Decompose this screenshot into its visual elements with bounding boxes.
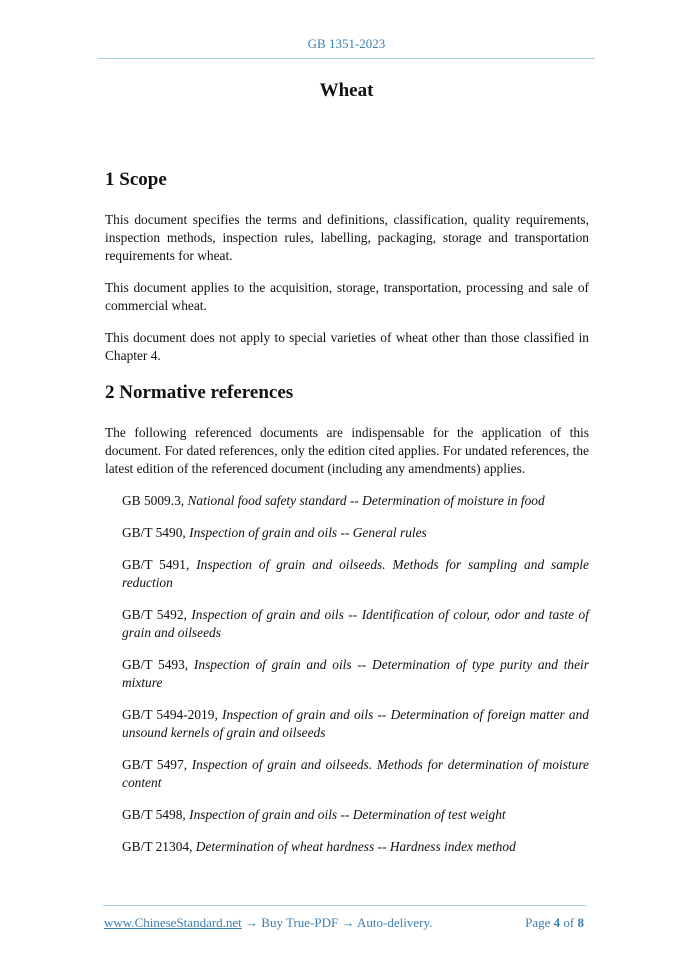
reference-code: GB/T 21304, xyxy=(122,839,193,854)
reference-title: National food safety standard -- Determination of moisture in food xyxy=(187,493,545,508)
footer-promo-text: → Buy True-PDF → Auto-delivery. xyxy=(241,915,433,930)
document-body xyxy=(105,166,589,870)
website-link[interactable]: www.ChineseStandard.net xyxy=(104,915,242,930)
reference-list xyxy=(105,492,589,856)
reference-item xyxy=(122,524,589,542)
reference-item xyxy=(122,756,589,792)
footer-promo xyxy=(104,915,432,931)
reference-title: Inspection of grain and oilseeds. Methods for sampling and sample reduction xyxy=(122,557,589,590)
section-heading-normative-references: 2 Normative references xyxy=(105,382,294,403)
reference-code: GB 5009.3, xyxy=(122,493,185,508)
reference-code: GB/T 5492, xyxy=(122,607,187,622)
page-label: Page xyxy=(525,915,551,930)
header-divider xyxy=(98,58,595,59)
normative-references-intro: The following referenced documents are indispensable for the application of this document. For dated references, only the edition cited applies. For undated references, the latest edition of the referenced document (including any amendments) applies. xyxy=(105,425,589,476)
reference-title: Inspection of grain and oils -- General rules xyxy=(189,525,427,540)
current-page: 4 xyxy=(553,915,561,930)
reference-item xyxy=(122,656,589,692)
page-header-standard-code: GB 1351-2023 xyxy=(307,36,386,51)
reference-item xyxy=(122,706,589,742)
reference-title: Inspection of grain and oils -- Determination of type purity and their mixture xyxy=(122,657,589,690)
reference-title: Inspection of grain and oils -- Determination of test weight xyxy=(189,807,506,822)
reference-code: GB/T 5490, xyxy=(122,525,186,540)
reference-code: GB/T 5493, xyxy=(122,657,189,672)
reference-title: Determination of wheat hardness -- Hardness index method xyxy=(195,839,516,854)
reference-code: GB/T 5491, xyxy=(122,557,190,572)
reference-code: GB/T 5497, xyxy=(122,757,188,772)
of-label: of xyxy=(563,915,575,930)
reference-title: Inspection of grain and oilseeds. Methods for determination of moisture content xyxy=(122,757,589,790)
reference-item xyxy=(122,838,589,856)
document-title: Wheat xyxy=(319,80,374,101)
section-heading-scope: 1 Scope xyxy=(105,169,167,190)
footer-divider xyxy=(103,905,586,906)
reference-item xyxy=(122,492,589,510)
scope-paragraph: This document specifies the terms and definitions, classification, quality requirements, inspection methods, inspection rules, labelling, packaging, storage and transportation requirements for wheat. xyxy=(105,212,589,263)
page-number xyxy=(525,915,584,931)
scope-paragraph: This document does not apply to special varieties of wheat other than those classified in Chapter 4. xyxy=(105,330,589,363)
reference-code: GB/T 5498, xyxy=(122,807,186,822)
reference-code: GB/T 5494-2019, xyxy=(122,707,218,722)
scope-paragraph: This document applies to the acquisition, storage, transportation, processing and sale of commercial wheat. xyxy=(105,280,589,313)
total-pages: 8 xyxy=(577,915,584,930)
reference-title: Inspection of grain and oils -- Determination of foreign matter and unsound kernels of grain and oilseeds xyxy=(122,707,589,740)
reference-item xyxy=(122,556,589,592)
reference-title: Inspection of grain and oils -- Identification of colour, odor and taste of grain and oilseeds xyxy=(122,607,589,640)
reference-item xyxy=(122,606,589,642)
reference-item xyxy=(122,806,589,824)
